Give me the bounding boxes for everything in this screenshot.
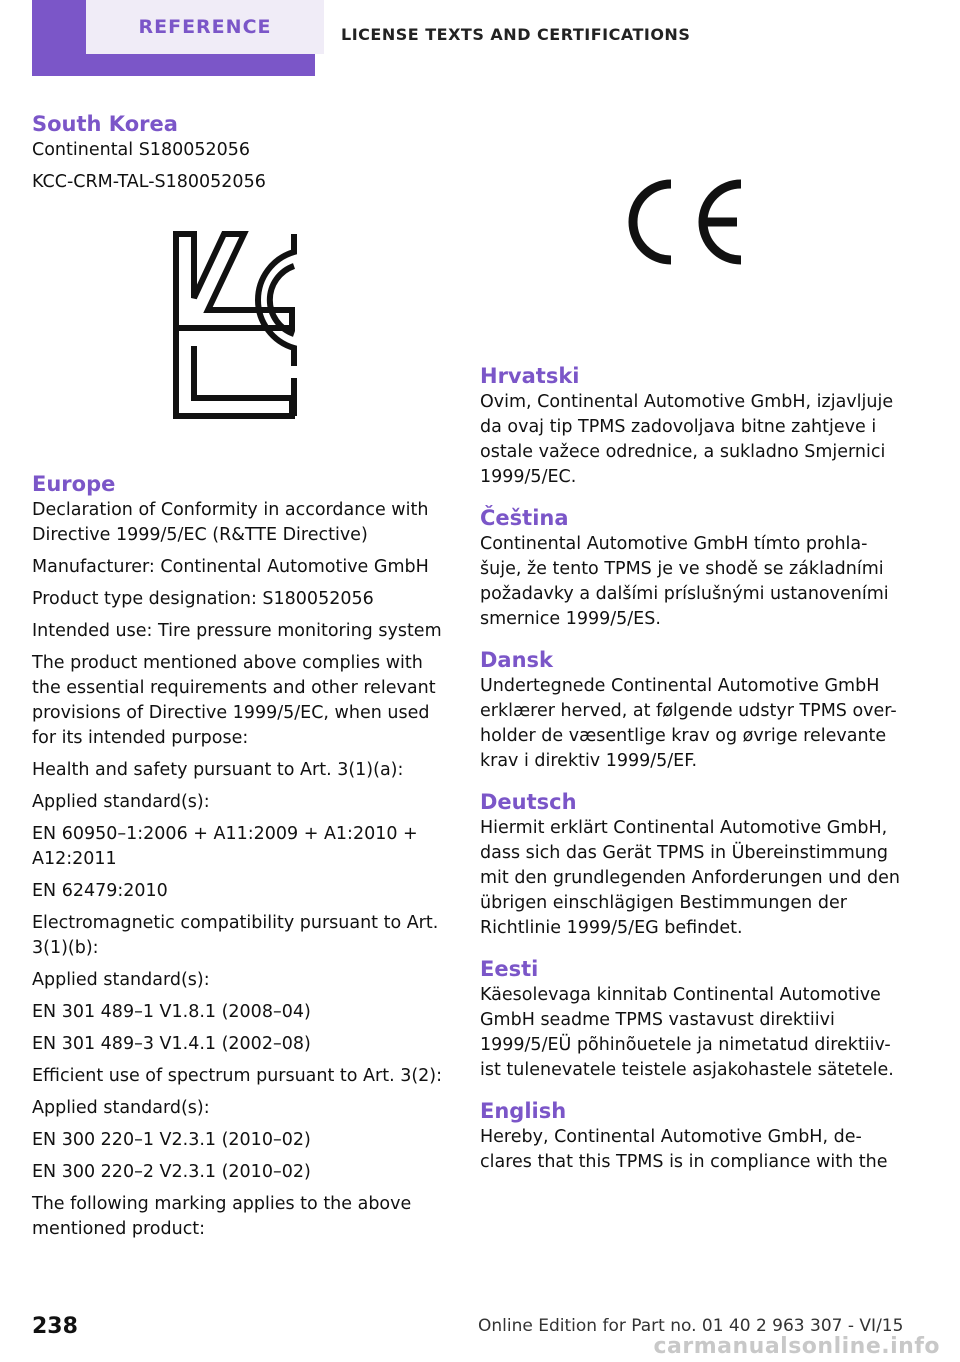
section-dansk [480,646,900,774]
europe-paragraphs [32,498,452,1242]
europe-paragraph: The product mentioned above complies with the essential requirements and other relevant provisions of Directive 1999/5/EC, when used for its intended purpose: [32,653,436,748]
heading-eesti: Eesti [480,957,539,981]
heading-deutsch: Deutsch [480,790,577,814]
edition-footer: Online Edition for Part no. 01 40 2 963 307 - VI/15 [478,1316,904,1336]
europe-paragraph: EN 62479:2010 [32,881,168,901]
europe-paragraph: EN 300 220–2 V2.3.1 (2010–02) [32,1162,311,1182]
europe-paragraph: Manufacturer: Continental Automotive GmbH [32,557,429,577]
ce-mark-icon [625,178,745,266]
europe-paragraph: Applied standard(s): [32,970,210,990]
text-english: Hereby, Continental Automotive GmbH, de-clares that this TPMS is in compliance with the [480,1127,888,1172]
europe-paragraph: EN 301 489–3 V1.4.1 (2002–08) [32,1034,311,1054]
reference-tab[interactable] [32,0,315,76]
text-deutsch: Hiermit erklärt Continental Automotive GmbH, dass sich das Gerät TPMS in Übereinstimmung mit den grundlegenden Anforderungen und den übrigen einschlägigen Bestimmungen der Richtlinie 1999/5/EG befindet. [480,818,900,938]
europe-paragraph: Electromagnetic compatibility pursuant to Art. 3(1)(b): [32,913,439,958]
kc-model: Continental S180052056 [32,140,251,160]
kc-cert-number: KCC-CRM-TAL-S180052056 [32,172,266,192]
section-eesti [480,955,900,1083]
page-number: 238 [32,1314,78,1339]
text-cestina: Continental Automotive GmbH tímto prohla-šuje, že tento TPMS je ve shodě se základními požadavky a dalšími príslušnými ustanoveními smernice 1999/5/ES. [480,534,889,629]
europe-paragraph: Efficient use of spectrum pursuant to Art. 3(2): [32,1066,443,1086]
section-deutsch [480,788,900,941]
text-eesti: Käesolevaga kinnitab Continental Automotive GmbH seadme TPMS vastavust direktiivi 1999/5/EÜ põhinõuetele ja nimetatud direktiiv-ist tulenevatele teistele asjakohastele sätetele. [480,985,894,1080]
europe-paragraph: EN 301 489–1 V1.8.1 (2008–04) [32,1002,311,1022]
europe-paragraph: Declaration of Conformity in accordance with Directive 1999/5/EC (R&TTE Directive) [32,500,429,545]
section-title: LICENSE TEXTS AND CERTIFICATIONS [341,25,691,44]
text-hrvatski: Ovim, Continental Automotive GmbH, izjavljuje da ovaj tip TPMS zadovoljava bitne zahtjeve i ostale važece odrednice, a sukladno Smjernici 1999/5/EC. [480,392,894,487]
heading-cestina: Čeština [480,506,569,530]
section-english [480,1097,900,1175]
heading-hrvatski: Hrvatski [480,364,580,388]
europe-paragraph: Health and safety pursuant to Art. 3(1)(a): [32,760,404,780]
europe-paragraph: Product type designation: S180052056 [32,589,374,609]
heading-south-korea: South Korea [32,112,178,136]
right-column [480,362,900,1189]
europe-paragraph: EN 60950–1:2006 + A11:2009 + A1:2010 + A12:2011 [32,824,418,869]
kc-mark-icon [168,228,300,422]
europe-paragraph: EN 300 220–1 V2.3.1 (2010–02) [32,1130,311,1150]
europe-paragraph: Applied standard(s): [32,1098,210,1118]
europe-paragraph: The following marking applies to the above mentioned product: [32,1194,412,1239]
text-dansk: Undertegnede Continental Automotive GmbH erklærer herved, at følgende udstyr TPMS over-holder de væsentlige krav og øvrige relevante krav i direktiv 1999/5/EF. [480,676,897,771]
section-cestina [480,504,900,632]
reference-tab-label: REFERENCE [86,0,324,54]
heading-europe: Europe [32,472,116,496]
europe-paragraph: Intended use: Tire pressure monitoring system [32,621,442,641]
europe-paragraph: Applied standard(s): [32,792,210,812]
heading-dansk: Dansk [480,648,554,672]
section-hrvatski [480,362,900,490]
watermark: carmanualsonline.info [653,1334,940,1359]
heading-english: English [480,1099,567,1123]
